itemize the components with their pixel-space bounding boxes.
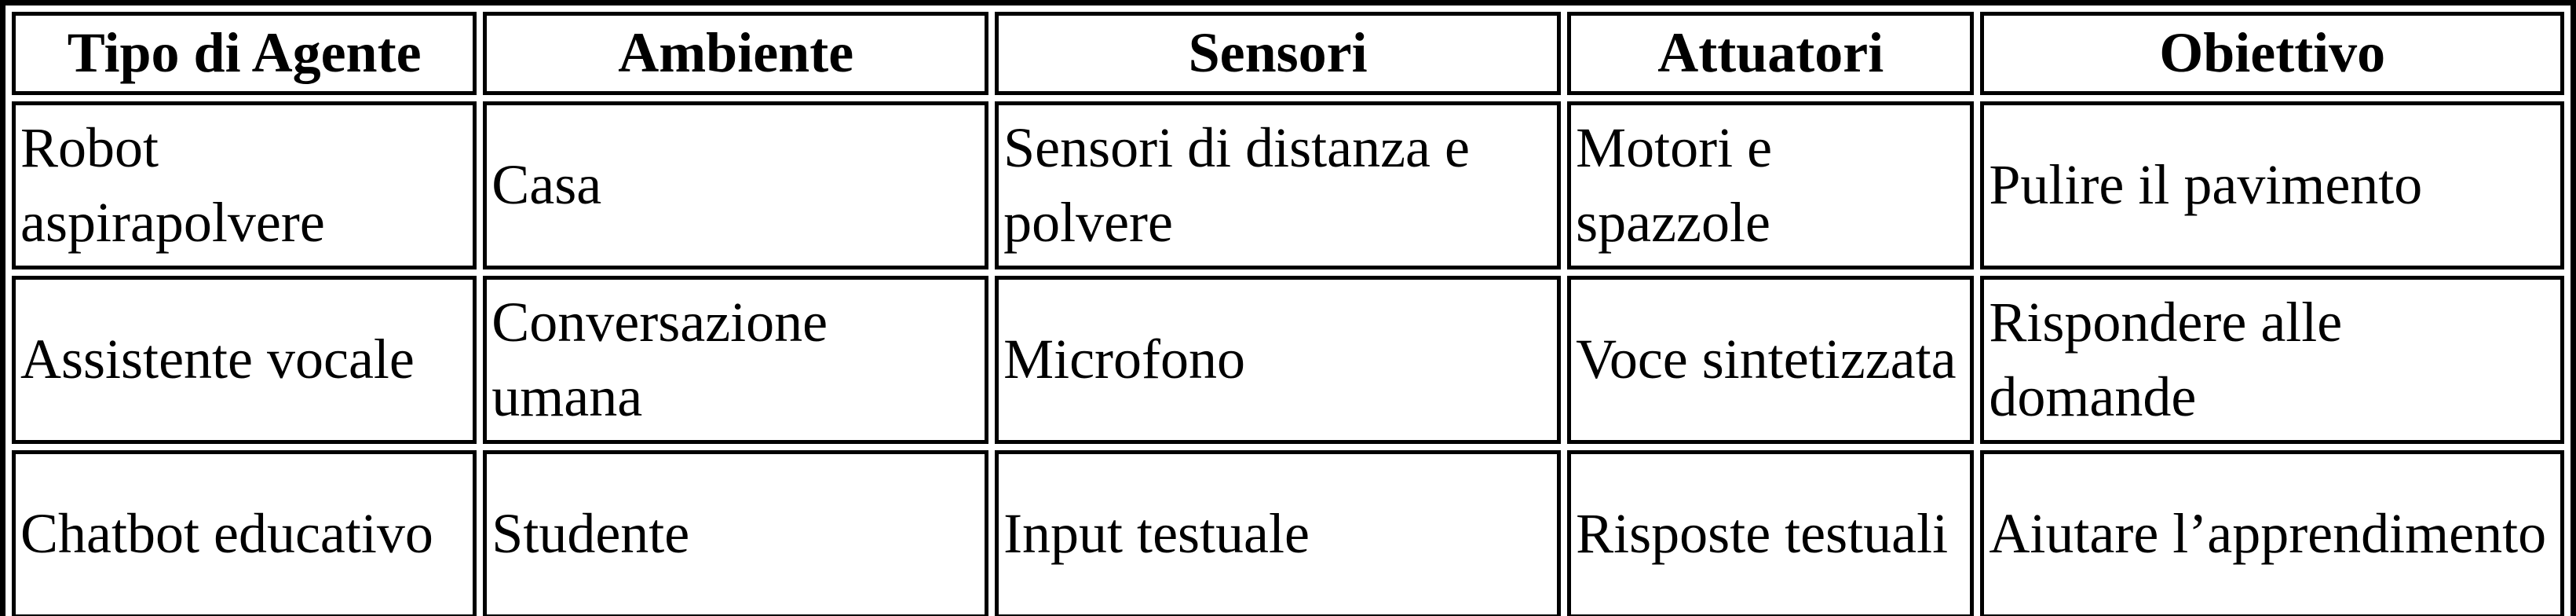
table-row — [12, 450, 2564, 616]
cell-sensors: Input testuale — [995, 450, 1561, 616]
header-cell-obiettivo: Obiettivo — [1980, 12, 2564, 95]
header-cell-ambiente: Ambiente — [483, 12, 988, 95]
cell-environment: Conversazione umana — [483, 276, 988, 444]
cell-agent-type: Chatbot educativo — [12, 450, 477, 616]
header-cell-attuatori: Attuatori — [1567, 12, 1974, 95]
cell-objective: Pulire il pavimento — [1980, 101, 2564, 270]
cell-environment: Casa — [483, 101, 988, 270]
cell-sensors: Microfono — [995, 276, 1561, 444]
table-row — [12, 276, 2564, 444]
cell-sensors: Sensori di distanza e polvere — [995, 101, 1561, 270]
cell-environment: Studente — [483, 450, 988, 616]
header-cell-tipo-di-agente: Tipo di Agente — [12, 12, 477, 95]
header-cell-sensori: Sensori — [995, 12, 1561, 95]
cell-agent-type: Assistente vocale — [12, 276, 477, 444]
table-header-row — [12, 12, 2564, 95]
cell-actuators: Risposte testuali — [1567, 450, 1974, 616]
cell-objective: Rispondere alle domande — [1980, 276, 2564, 444]
cell-agent-type: Robot aspirapolvere — [12, 101, 477, 270]
cell-actuators: Motori e spazzole — [1567, 101, 1974, 270]
cell-objective: Aiutare l’apprendimento — [1980, 450, 2564, 616]
table-row — [12, 101, 2564, 270]
cell-actuators: Voce sintetizzata — [1567, 276, 1974, 444]
